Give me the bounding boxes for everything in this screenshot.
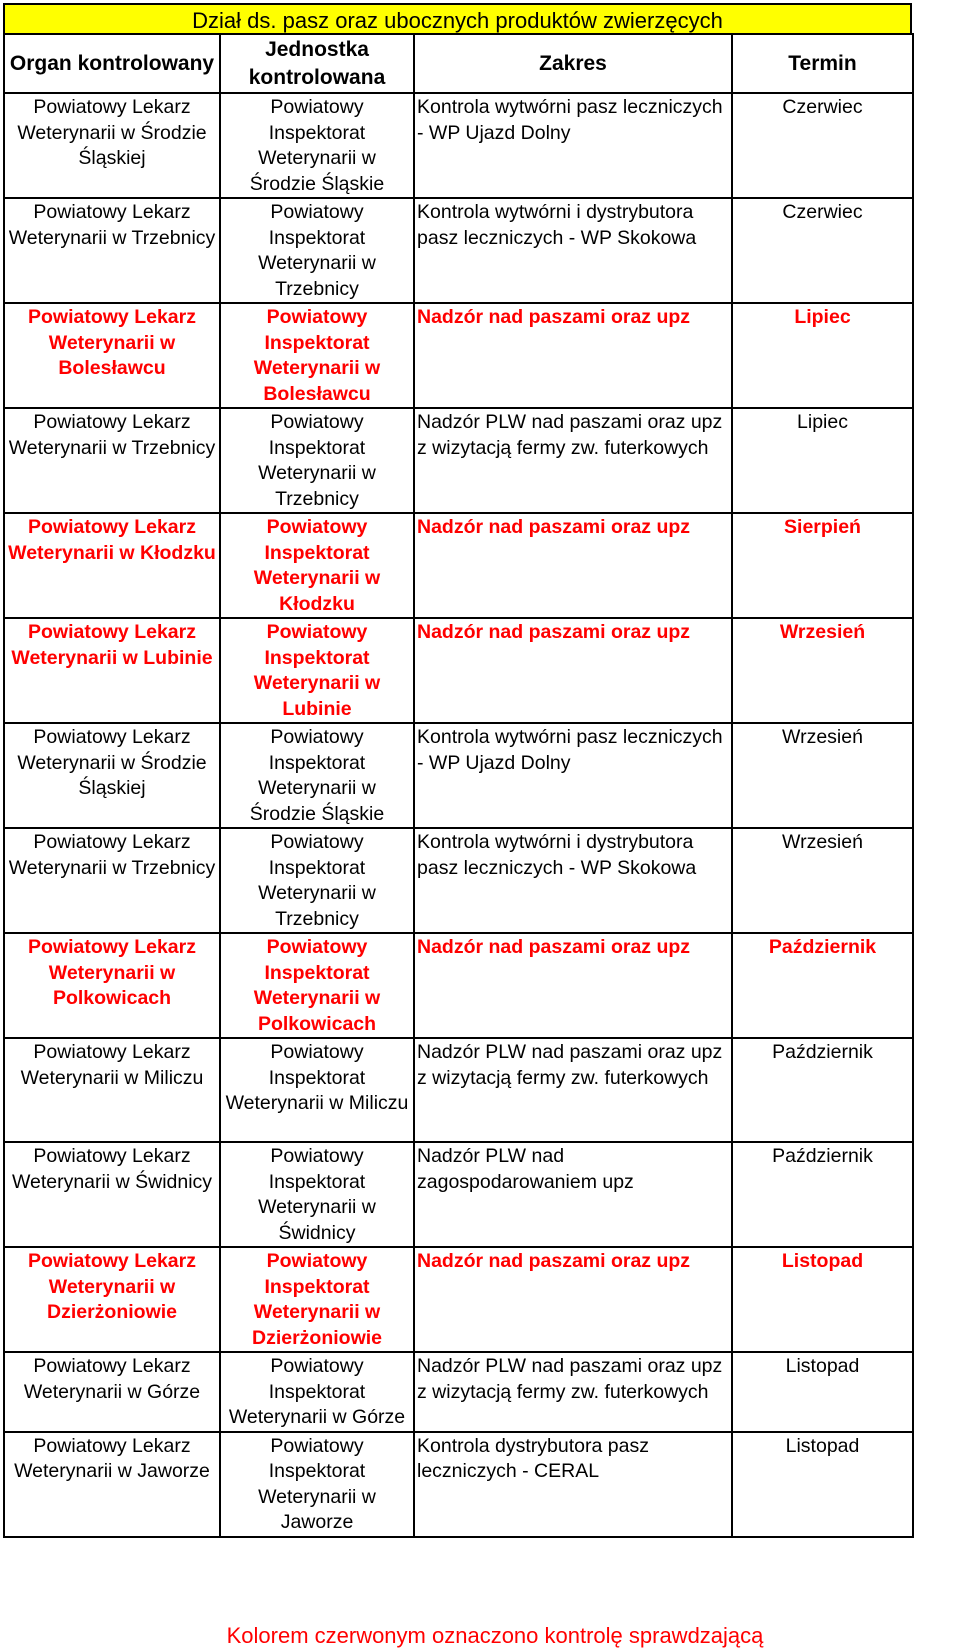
jednostka-cell: Powiatowy Inspektorat Weterynarii w Górze [220, 1352, 414, 1432]
zakres-cell: Kontrola wytwórni pasz leczniczych - WP Ujazd Dolny [414, 723, 732, 828]
table-row [4, 723, 913, 828]
jednostka-cell: Powiatowy Inspektorat Weterynarii w Lubinie [220, 618, 414, 723]
termin-cell: Październik [732, 1038, 913, 1142]
table-row [4, 513, 913, 618]
organ-cell: Powiatowy Lekarz Weterynarii w Kłodzku [4, 513, 220, 618]
inspection-table [3, 33, 914, 1538]
organ-cell: Powiatowy Lekarz Weterynarii w Trzebnicy [4, 828, 220, 933]
organ-cell: Powiatowy Lekarz Weterynarii w Trzebnicy [4, 408, 220, 513]
table-row [4, 1038, 913, 1142]
jednostka-cell: Powiatowy Inspektorat Weterynarii w Trzebnicy [220, 828, 414, 933]
table-row [4, 618, 913, 723]
jednostka-cell: Powiatowy Inspektorat Weterynarii w Polkowicach [220, 933, 414, 1038]
termin-cell: Listopad [732, 1352, 913, 1432]
termin-cell: Listopad [732, 1247, 913, 1352]
jednostka-cell: Powiatowy Inspektorat Weterynarii w Środzie Śląskie [220, 723, 414, 828]
zakres-cell: Nadzór PLW nad zagospodarowaniem upz [414, 1142, 732, 1247]
zakres-cell: Nadzór nad paszami oraz upz [414, 1247, 732, 1352]
organ-cell: Powiatowy Lekarz Weterynarii w Dzierżoniowie [4, 1247, 220, 1352]
sheet [3, 3, 912, 1538]
jednostka-cell: Powiatowy Inspektorat Weterynarii w Dzierżoniowie [220, 1247, 414, 1352]
organ-cell: Powiatowy Lekarz Weterynarii w Miliczu [4, 1038, 220, 1142]
table-row [4, 198, 913, 303]
table-row [4, 1247, 913, 1352]
header-termin: Termin [732, 34, 913, 93]
organ-cell: Powiatowy Lekarz Weterynarii w Środzie Śląskiej [4, 93, 220, 198]
zakres-cell: Kontrola wytwórni i dystrybutora pasz leczniczych - WP Skokowa [414, 198, 732, 303]
jednostka-cell: Powiatowy Inspektorat Weterynarii w Miliczu [220, 1038, 414, 1142]
zakres-cell: Nadzór PLW nad paszami oraz upz z wizytacją fermy zw. futerkowych [414, 1038, 732, 1142]
table-row [4, 303, 913, 408]
header-row [4, 34, 913, 93]
termin-cell: Wrzesień [732, 723, 913, 828]
organ-cell: Powiatowy Lekarz Weterynarii w Trzebnicy [4, 198, 220, 303]
organ-cell: Powiatowy Lekarz Weterynarii w Lubinie [4, 618, 220, 723]
header-zakres: Zakres [414, 34, 732, 93]
zakres-cell: Nadzór nad paszami oraz upz [414, 513, 732, 618]
termin-cell: Lipiec [732, 408, 913, 513]
zakres-cell: Nadzór nad paszami oraz upz [414, 618, 732, 723]
zakres-cell: Nadzór nad paszami oraz upz [414, 303, 732, 408]
table-row [4, 933, 913, 1038]
header-organ: Organ kontrolowany [4, 34, 220, 93]
jednostka-cell: Powiatowy Inspektorat Weterynarii w Kłodzku [220, 513, 414, 618]
table-row [4, 408, 913, 513]
table-row [4, 1352, 913, 1432]
jednostka-cell: Powiatowy Inspektorat Weterynarii w Środzie Śląskie [220, 93, 414, 198]
table-body [4, 93, 913, 1537]
jednostka-cell: Powiatowy Inspektorat Weterynarii w Trzebnicy [220, 408, 414, 513]
organ-cell: Powiatowy Lekarz Weterynarii w Środzie Śląskiej [4, 723, 220, 828]
termin-cell: Lipiec [732, 303, 913, 408]
zakres-cell: Kontrola wytwórni i dystrybutora pasz leczniczych - WP Skokowa [414, 828, 732, 933]
organ-cell: Powiatowy Lekarz Weterynarii w Świdnicy [4, 1142, 220, 1247]
zakres-cell: Nadzór PLW nad paszami oraz upz z wizytacją fermy zw. futerkowych [414, 1352, 732, 1432]
footnote: Kolorem czerwonym oznaczono kontrolę sprawdzającą [226, 1623, 764, 1648]
termin-cell: Wrzesień [732, 828, 913, 933]
table-row [4, 93, 913, 198]
section-title: Dział ds. pasz oraz ubocznych produktów zwierzęcych [3, 3, 912, 33]
organ-cell: Powiatowy Lekarz Weterynarii w Górze [4, 1352, 220, 1432]
termin-cell: Wrzesień [732, 618, 913, 723]
table-row [4, 1432, 913, 1537]
table-row [4, 828, 913, 933]
header-jednostka: Jednostka kontrolowana [220, 34, 414, 93]
zakres-cell: Nadzór PLW nad paszami oraz upz z wizytacją fermy zw. futerkowych [414, 408, 732, 513]
termin-cell: Czerwiec [732, 93, 913, 198]
zakres-cell: Kontrola dystrybutora pasz leczniczych - CERAL [414, 1432, 732, 1537]
jednostka-cell: Powiatowy Inspektorat Weterynarii w Trzebnicy [220, 198, 414, 303]
organ-cell: Powiatowy Lekarz Weterynarii w Bolesławcu [4, 303, 220, 408]
termin-cell: Listopad [732, 1432, 913, 1537]
termin-cell: Sierpień [732, 513, 913, 618]
organ-cell: Powiatowy Lekarz Weterynarii w Polkowicach [4, 933, 220, 1038]
zakres-cell: Kontrola wytwórni pasz leczniczych - WP Ujazd Dolny [414, 93, 732, 198]
termin-cell: Październik [732, 933, 913, 1038]
jednostka-cell: Powiatowy Inspektorat Weterynarii w Świdnicy [220, 1142, 414, 1247]
jednostka-cell: Powiatowy Inspektorat Weterynarii w Bolesławcu [220, 303, 414, 408]
table-row [4, 1142, 913, 1247]
jednostka-cell: Powiatowy Inspektorat Weterynarii w Jaworze [220, 1432, 414, 1537]
zakres-cell: Nadzór nad paszami oraz upz [414, 933, 732, 1038]
termin-cell: Czerwiec [732, 198, 913, 303]
termin-cell: Październik [732, 1142, 913, 1247]
organ-cell: Powiatowy Lekarz Weterynarii w Jaworze [4, 1432, 220, 1537]
